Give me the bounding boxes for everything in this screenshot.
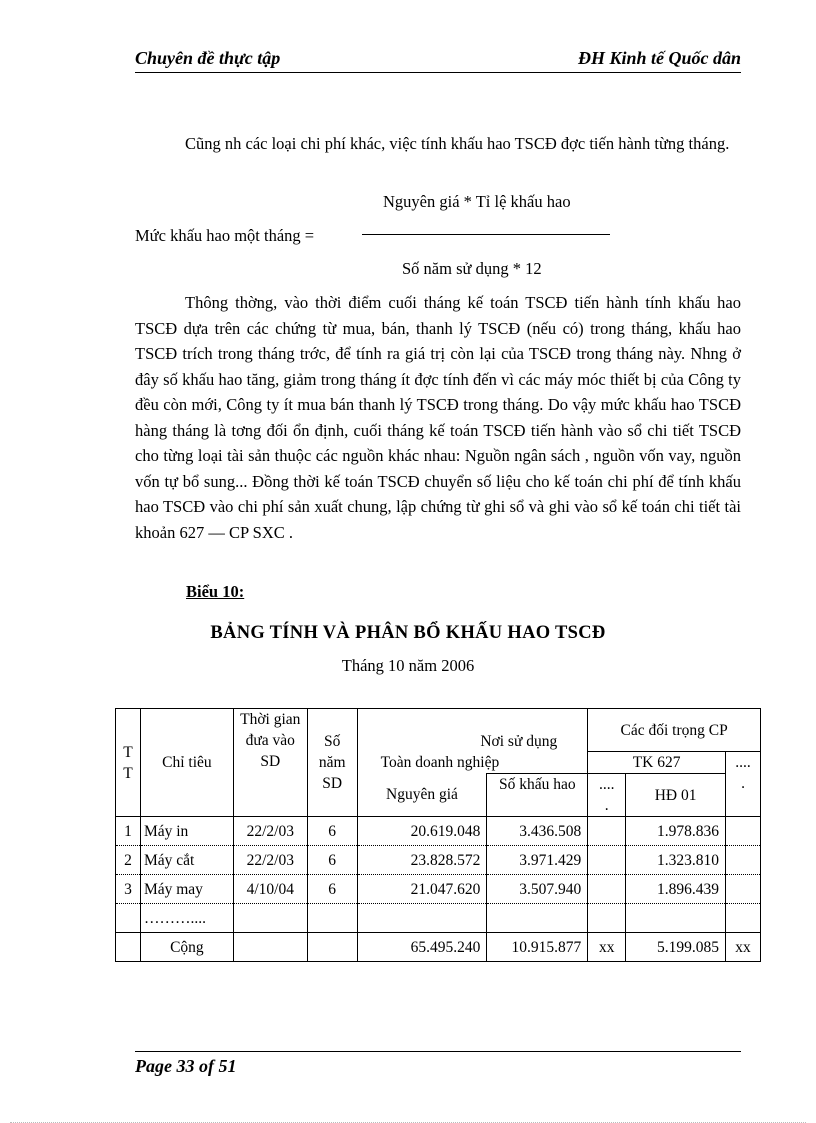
dots-d: . [604,797,609,814]
cell-empty [626,904,726,933]
paragraph-1: Cũng nh các loại chi phí khác, việc tính khấu hao TSCĐ đợc tiến hành từng tháng. [185,134,730,153]
cell-tt: 3 [116,875,141,904]
header-thoi-gian: Thời gian đưa vào SD [233,709,307,817]
cell-dots [588,875,626,904]
cell-name: Máy cắt [140,846,233,875]
cell-name: Máy in [140,817,233,846]
cell-total-nguyen-gia: 65.495.240 [357,933,487,962]
cell-nguyen-gia: 23.828.572 [357,846,487,875]
cell-empty [116,933,141,962]
cell-empty [233,904,307,933]
paragraph-2: Thông thờng, vào thời điểm cuối tháng kế toán TSCĐ tiến hành tính khấu hao TSCĐ dựa trên các chứng từ mua, bán, thanh lý TSCĐ (nếu có) trong tháng, khấu hao TSCĐ trích trong tháng trớc, để tính ra giá trị còn lại của TSCĐ trong tháng này. Nhng ở đây số khấu hao tăng, giảm trong tháng ít đợc tính đến vì các máy móc thiết bị của Công ty đều còn mới, Công ty ít mua bán thanh lý TSCĐ trong tháng. Do vậy mức khấu hao TSCĐ hàng tháng là tơng đối ổn định, cuối tháng kế toán TSCĐ tiến hành vào sổ chi tiết TSCĐ cho từng loại tài sản thuộc các nguồn khác nhau: Nguồn ngân sách , nguồn vốn vay, nguồn vốn tự bổ sung... Đồng thời kế toán TSCĐ chuyển số liệu cho kế toán chi phí để tính khấu hao TSCĐ vào chi phí sản xuất chung, lập chứng từ ghi sổ và ghi vào sổ kế toán chi tiết tài khoản 627 — CP SXC . [135,293,741,542]
cell-total-hd01: 5.199.085 [626,933,726,962]
header-tt: T T [116,709,141,817]
cell-dots [588,846,626,875]
header-right: ĐH Kinh tế Quốc dân [577,48,741,68]
header-so-nam: Số năm SD [307,709,357,817]
cell-so-khau-hao: 3.436.508 [487,817,588,846]
cell-nguyen-gia: 20.619.048 [357,817,487,846]
formula-numerator: Nguyên giá * Tỉ lệ khấu hao [383,192,571,211]
header-hd01: HĐ 01 [626,774,726,817]
table-title: BẢNG TÍNH VÀ PHÂN BỔ KHẤU HAO TSCĐ [210,623,606,643]
cell-empty [357,904,487,933]
header-noi-su-dung: Nơi sử dụng [480,733,558,750]
cell-total-dots: xx [588,933,626,962]
cell-last [726,875,761,904]
header-noi-su-dung-cell [357,709,588,774]
depreciation-table [115,708,761,962]
table-row [116,846,761,875]
cell-date: 4/10/04 [233,875,307,904]
fraction-bar [362,234,610,235]
cell-nguyen-gia: 21.047.620 [357,875,487,904]
cell-tt: 1 [116,817,141,846]
dots-a: .... [735,754,751,771]
cell-dots [588,817,626,846]
cell-hd01: 1.978.836 [626,817,726,846]
header-toan-dn: Toàn doanh [380,754,454,771]
table-subtitle: Tháng 10 năm 2006 [341,656,475,675]
header-doi-tuong: Các đối trọng CP [588,709,761,752]
cell-ellipsis: ……….... [140,904,233,933]
header-noi-su-dung-line2 [361,752,548,773]
page-footer: Page 33 of 51 [135,1056,237,1076]
table-row-ellipsis [116,904,761,933]
cell-date: 22/2/03 [233,817,307,846]
header-tk627: TK 627 [588,752,726,774]
formula-label: Mức khấu hao một tháng = [135,226,315,245]
table-row [116,817,761,846]
cell-years: 6 [307,817,357,846]
page-header [135,46,741,73]
cell-hd01: 1.323.810 [626,846,726,875]
cell-empty [307,904,357,933]
cell-so-khau-hao: 3.507.940 [487,875,588,904]
header-dots-left [588,774,626,817]
table-caption: Biểu 10: [186,582,245,601]
cell-name: Máy may [140,875,233,904]
cell-hd01: 1.896.439 [626,875,726,904]
dots-c: .... [598,776,615,793]
footer-rule [135,1051,741,1052]
table-row [116,875,761,904]
dots-b: . [741,775,745,792]
cell-empty [487,904,588,933]
cell-empty [116,904,141,933]
cell-last [726,817,761,846]
table-total-row [116,933,761,962]
cell-empty [588,904,626,933]
cell-tt: 2 [116,846,141,875]
cell-total-label: Cộng [140,933,233,962]
cell-total-last: xx [726,933,761,962]
header-dots-right [726,752,761,817]
cell-so-khau-hao: 3.971.429 [487,846,588,875]
cell-empty [726,904,761,933]
cell-years: 6 [307,875,357,904]
header-left: Chuyên đề thực tập [135,48,281,68]
header-nguyen-gia: Nguyên giá [357,774,487,817]
cell-years: 6 [307,846,357,875]
cell-empty [233,933,307,962]
cell-last [726,846,761,875]
cell-empty [307,933,357,962]
formula-denominator: Số năm sử dụng * 12 [402,259,542,278]
header-chi-tieu: Chỉ tiêu [140,709,233,817]
header-nghiep: nghiệp [457,754,500,771]
cell-date: 22/2/03 [233,846,307,875]
header-so-khau-hao: Số khấu hao [487,774,588,817]
cell-total-so-khau-hao: 10.915.877 [487,933,588,962]
